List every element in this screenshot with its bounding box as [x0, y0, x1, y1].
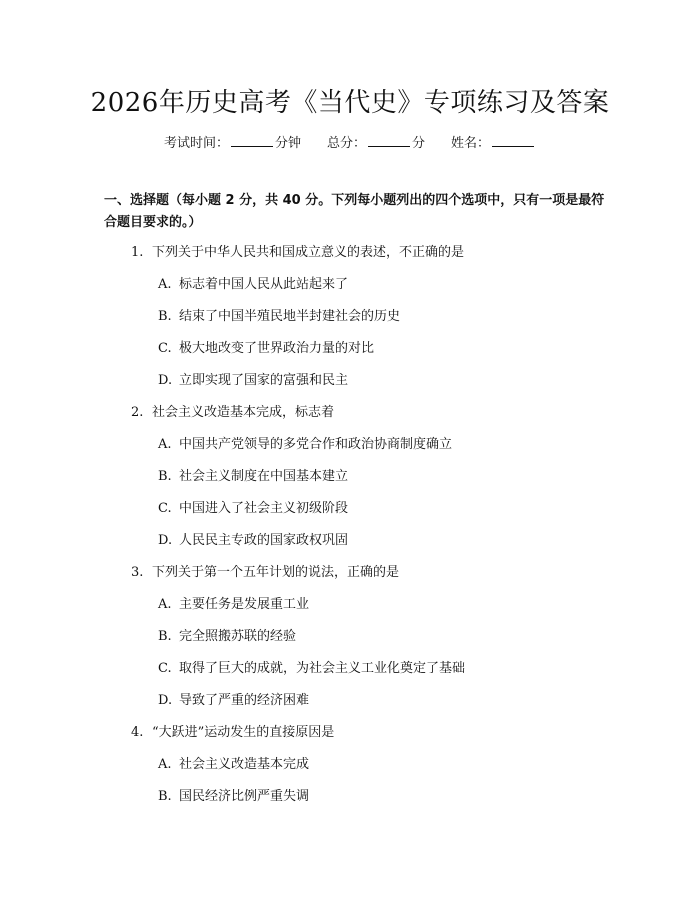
option-2a [158, 436, 452, 454]
option-3b [158, 628, 296, 646]
option-text: 导致了严重的经济困难 [179, 693, 310, 708]
question-text: “大跃进”运动发生的直接原因是 [152, 725, 335, 740]
time-label: 考试时间： [163, 136, 229, 151]
question-1 [131, 244, 464, 262]
option-2d [158, 532, 348, 550]
time-blank [231, 134, 273, 147]
option-3c [158, 660, 465, 678]
option-4a [158, 756, 309, 774]
option-letter: D. [158, 533, 173, 548]
option-letter: B. [158, 469, 172, 484]
option-text: 取得了巨大的成就，为社会主义工业化奠定了基础 [179, 661, 466, 676]
option-1a [158, 276, 348, 294]
question-number: 2. [131, 405, 144, 420]
question-number: 4. [131, 725, 144, 740]
option-text: 立即实现了国家的富强和民主 [179, 373, 349, 388]
score-label: 总分： [326, 136, 366, 151]
score-unit: 分 [412, 136, 426, 151]
question-3 [131, 564, 399, 582]
question-number: 3. [131, 565, 144, 580]
option-3d [158, 692, 309, 710]
option-text: 极大地改变了世界政治力量的对比 [179, 341, 375, 356]
name-label: 姓名： [451, 136, 491, 151]
option-letter: C. [158, 661, 172, 676]
option-text: 主要任务是发展重工业 [179, 597, 310, 612]
option-letter: D. [158, 373, 173, 388]
option-text: 国民经济比例严重失调 [179, 789, 310, 804]
option-2c [158, 500, 348, 518]
option-text: 标志着中国人民从此站起来了 [179, 277, 349, 292]
option-text: 结束了中国半殖民地半封建社会的历史 [179, 309, 401, 324]
time-unit: 分钟 [274, 136, 301, 151]
name-blank [492, 134, 534, 147]
option-4b [158, 788, 309, 806]
option-text: 人民民主专政的国家政权巩固 [179, 533, 349, 548]
option-letter: A. [158, 437, 172, 452]
option-letter: A. [158, 277, 172, 292]
option-3a [158, 596, 309, 614]
option-1d [158, 372, 348, 390]
question-number: 1. [131, 245, 144, 260]
option-letter: C. [158, 501, 172, 516]
question-2 [131, 404, 334, 422]
page-title: 2026年历史高考《当代史》专项练习及答案 [90, 88, 610, 118]
option-letter: A. [158, 597, 172, 612]
option-letter: D. [158, 693, 173, 708]
option-letter: B. [158, 629, 172, 644]
option-1b [158, 308, 400, 326]
score-blank [368, 134, 410, 147]
option-text: 社会主义改造基本完成 [179, 757, 310, 772]
option-text: 社会主义制度在中国基本建立 [179, 469, 349, 484]
option-2b [158, 468, 348, 486]
question-text: 社会主义改造基本完成，标志着 [152, 405, 335, 420]
exam-info-line [0, 132, 700, 151]
option-letter: C. [158, 341, 172, 356]
question-text: 下列关于中华人民共和国成立意义的表述，不正确的是 [152, 245, 465, 260]
option-letter: B. [158, 309, 172, 324]
option-text: 中国进入了社会主义初级阶段 [179, 501, 349, 516]
option-letter: B. [158, 789, 172, 804]
option-text: 完全照搬苏联的经验 [179, 629, 297, 644]
option-letter: A. [158, 757, 172, 772]
option-text: 中国共产党领导的多党合作和政治协商制度确立 [179, 437, 453, 452]
question-4 [131, 724, 334, 742]
option-1c [158, 340, 374, 358]
question-text: 下列关于第一个五年计划的说法，正确的是 [152, 565, 400, 580]
section-heading: 一、选择题（每小题 2 分，共 40 分。下列每小题列出的四个选项中，只有一项是最符合题目要求的。） [104, 193, 605, 230]
